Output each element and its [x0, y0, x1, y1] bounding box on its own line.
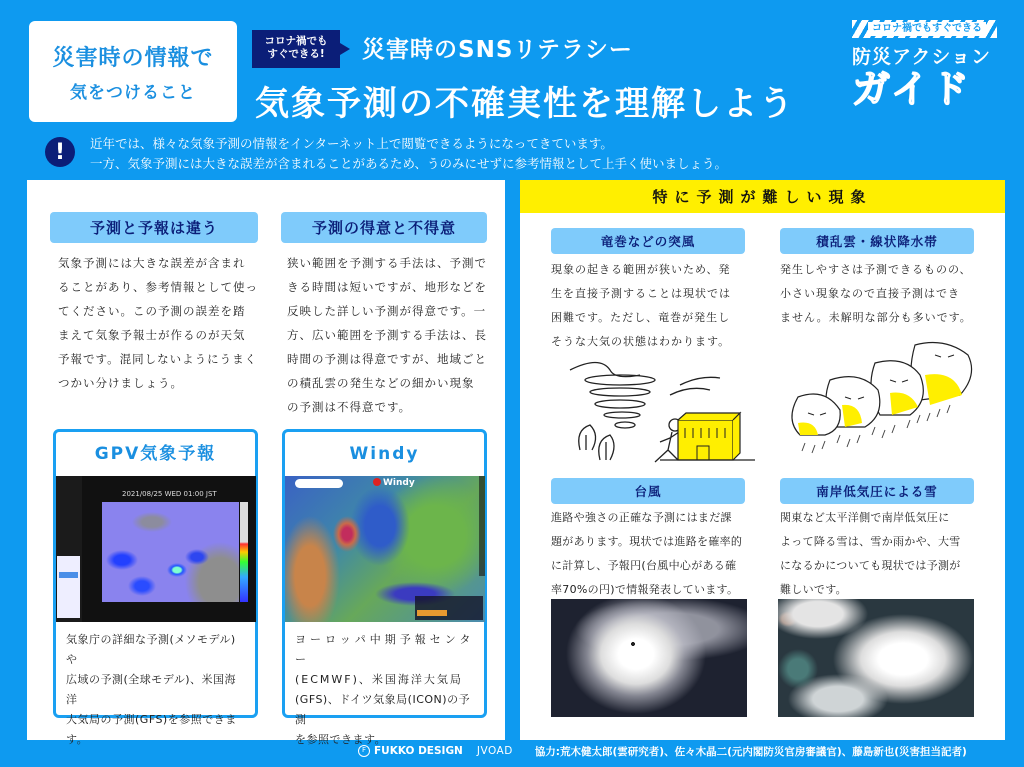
text-line: (ECMWF)、米国海洋大気局	[295, 673, 463, 686]
page-subtitle: 災害時のSNSリテラシー	[362, 37, 633, 63]
item-heading: 台風	[551, 478, 745, 504]
text-line: 反映した詳しい予測が得意です。一	[287, 304, 487, 318]
topic-badge	[29, 21, 237, 122]
item-south-coast-low-snow	[780, 478, 974, 602]
text-line: よって降る雪は、雪か雨かや、大雪	[780, 535, 961, 548]
item-heading: 積乱雲・線状降水帯	[780, 228, 974, 254]
text-line: 題があります。現状では進路を確率的	[551, 535, 743, 548]
fukko-logo-icon: F	[358, 745, 370, 757]
text-line: 大気局の予測(GFS)を参照できま	[66, 713, 237, 726]
card-title: Windy	[349, 444, 420, 464]
logo-line2: 防災アクション	[852, 46, 992, 68]
text-line: きる時間は短いですが、地形などを	[287, 280, 487, 294]
text-line: ません。未解明な部分も多いです。	[780, 311, 972, 324]
text-line: 率70%の円)で情報発表しています。	[551, 583, 739, 596]
card-body	[56, 622, 255, 750]
item-body	[780, 506, 974, 602]
gpv-screenshot	[56, 476, 256, 622]
item-heading: 竜巻などの突風	[551, 228, 745, 254]
windy-search-bar	[295, 479, 343, 488]
item-body	[551, 506, 745, 602]
card-title: GPV気象予報	[94, 444, 217, 464]
item-body	[551, 258, 745, 354]
snow-cyclone-satellite-image	[778, 599, 974, 717]
text-line: 方、広い範囲を予測する手法は、長	[287, 328, 487, 342]
card-body	[285, 622, 484, 750]
notice-line1: 近年では、様々な気象予測の情報をインターネット上で閲覧できるようになってきています。	[90, 136, 613, 151]
item-heading: 南岸低気圧による雪	[780, 478, 974, 504]
section-body	[50, 251, 258, 395]
text-line: 進路や強さの正確な予測にはまだ課	[551, 511, 732, 524]
text-line: 発生しやすさは予測できるものの、	[780, 263, 972, 276]
gpv-rain-map	[102, 502, 239, 602]
guide-logo	[852, 20, 1002, 120]
item-tornado	[551, 228, 745, 354]
text-line: まえて気象予報士が作るのが天気	[58, 328, 246, 342]
difficult-phenomena-header: 特に予測が難しい現象	[520, 180, 1005, 213]
logo-stripe	[852, 20, 997, 38]
section-heading: 予測の得意と不得意	[281, 212, 487, 243]
item-body	[780, 258, 974, 330]
text-line: 気象予測には大きな誤差が含まれ	[58, 256, 246, 270]
text-line: す。	[66, 733, 89, 746]
gpv-sidebar	[56, 476, 82, 622]
section-body	[281, 251, 487, 419]
text-line: ヨーロッパ中期予報センター	[295, 633, 475, 666]
windy-toolbar	[479, 476, 485, 576]
text-line: ることがあり、参考情報として使っ	[58, 280, 258, 294]
item-cumulonimbus	[780, 228, 974, 330]
text-line: てください。この予測の誤差を踏	[58, 304, 246, 318]
text-line: 現象の起きる範囲が狭いため、発	[551, 263, 731, 276]
exclamation-icon: !	[45, 137, 75, 167]
windy-timeline-panel	[415, 596, 483, 620]
covid-tag	[252, 30, 340, 68]
text-line: 小さい現象なので直接予測はでき	[780, 287, 960, 300]
covid-tag-line2: すぐできる!	[267, 48, 325, 60]
section-heading: 予測と予報は違う	[50, 212, 258, 243]
covid-tag-line1: コロナ禍でも	[264, 35, 328, 47]
gpv-color-scale	[240, 502, 248, 602]
notice-text	[90, 134, 727, 174]
text-line: 困難です。ただし、竜巻が発生し	[551, 311, 731, 324]
gpv-date: 2021/08/25 WED 01:00 JST	[122, 490, 217, 498]
notice-line2: 一方、気象予測には大きな誤差が含まれることがあるため、うのみにせずに参考情報として上手く使いましょう。	[90, 156, 728, 171]
typhoon-satellite-image	[551, 599, 747, 717]
card-gpv[interactable]	[53, 429, 258, 746]
storm-clouds-illustration	[780, 335, 980, 465]
topic-badge-line2: 気をつけること	[70, 82, 196, 103]
windy-screenshot	[285, 476, 485, 622]
text-line: (GFS)、ドイツ気象局(ICON)の予測	[295, 693, 471, 726]
footer	[358, 742, 967, 760]
logo-line3: ガイド	[852, 67, 971, 111]
text-line: 関東など太平洋側で南岸低気圧に	[780, 511, 950, 524]
page-title: 気象予測の不確実性を理解しよう	[255, 84, 795, 124]
text-line: 難しいです。	[780, 583, 847, 596]
text-line: 狭い範囲を予測する手法は、予測で	[287, 256, 487, 270]
text-line: そうな大気の状態はわかります。	[551, 335, 731, 348]
logo-stripe-text: コロナ禍でもすぐできる	[868, 22, 986, 36]
fukko-design-logo: FUKKO DESIGN	[374, 745, 463, 757]
tornado-illustration	[560, 350, 760, 465]
item-typhoon	[551, 478, 745, 602]
credits-text: 協力:荒木健太郎(雲研究者)、佐々木晶二(元内閣防災官房審議官)、藤島新也(災害担当記者)	[534, 745, 967, 758]
text-line: つかい分けましょう。	[58, 376, 183, 390]
text-line: に計算し、予報円(台風中心がある確	[551, 559, 737, 572]
windy-brand: Windy	[373, 478, 415, 488]
jvoad-logo: JVOAD	[476, 745, 513, 757]
text-line: 予報です。混同しないようにうまく	[58, 352, 258, 366]
tag-arrow-icon	[340, 43, 350, 55]
text-line: の積乱雲の発生などの細かい現象	[287, 376, 475, 390]
text-line: 広域の予測(全球モデル)、米国海洋	[66, 673, 237, 706]
section-strengths-weaknesses	[281, 212, 487, 419]
text-line: を参照できます。	[295, 733, 387, 746]
topic-badge-line1: 災害時の情報で	[52, 45, 214, 71]
text-line: 気象庁の詳細な予測(メソモデル)や	[66, 633, 236, 666]
text-line: 生を直接予測することは現状では	[551, 287, 731, 300]
text-line: の予測は不得意です。	[287, 400, 412, 414]
section-forecast-vs-prediction	[50, 212, 258, 395]
text-line: になるかについても現状では予測が	[780, 559, 961, 572]
card-windy[interactable]	[282, 429, 487, 746]
text-line: 時間の予測は得意ですが、地域ごと	[287, 352, 487, 366]
